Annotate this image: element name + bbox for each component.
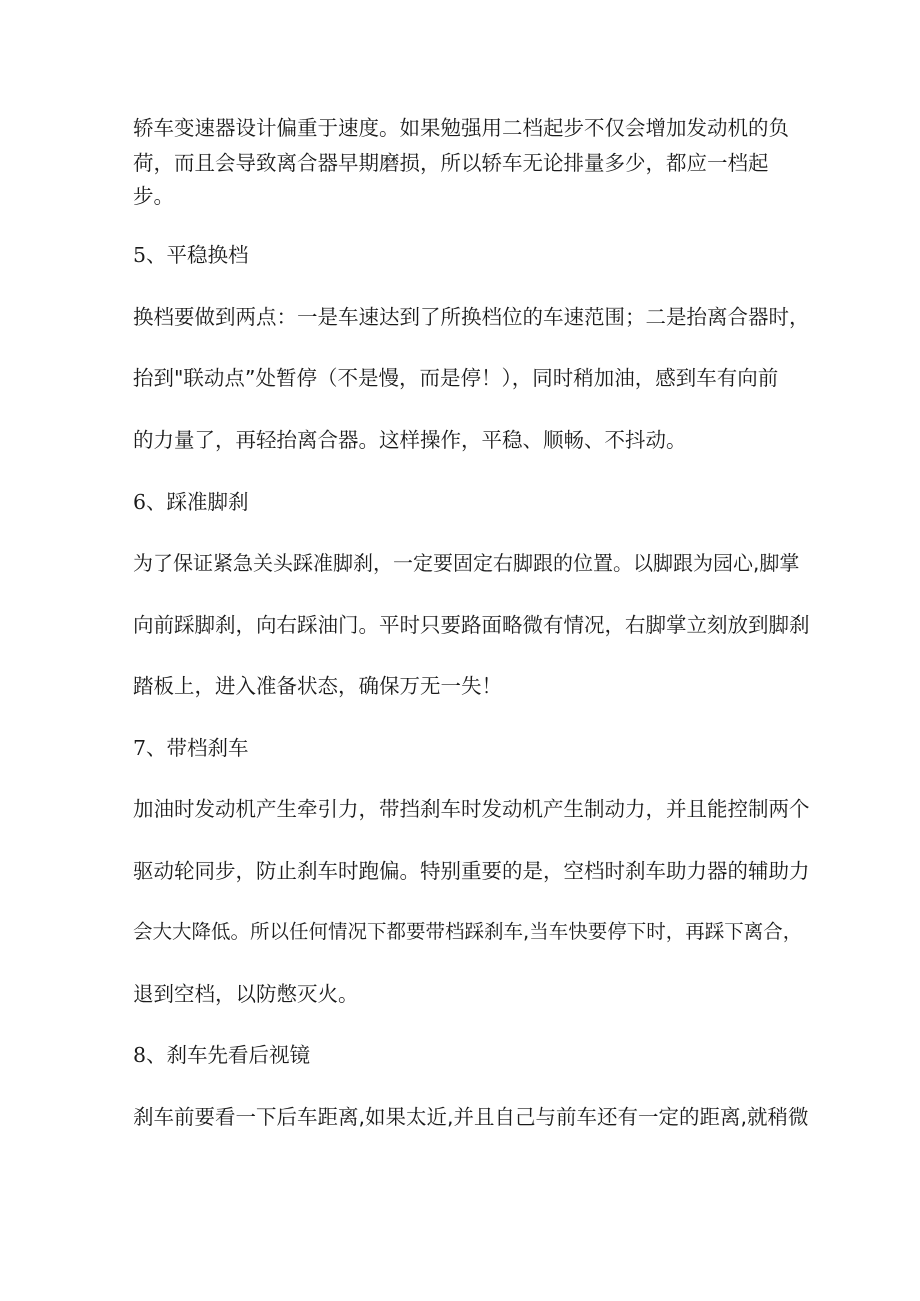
paragraph-5-line-3: 的力量了，再轻抬离合器。这样操作，平稳、顺畅、不抖动。: [133, 428, 687, 452]
paragraph-7-line-3: 会大大降低。所以任何情况下都要带档踩刹车,当车快要停下时，再踩下离合，: [133, 920, 803, 943]
paragraph-8-line-1: 刹车前要看一下后车距离,如果太近,并且自己与前车还有一定的距离,就稍微: [133, 1105, 809, 1129]
paragraph-7-line-1: 加油时发动机产生牵引力，带挡刹车时发动机产生制动力，并且能控制两个: [133, 797, 810, 821]
paragraph-6-line-2: 向前踩脚刹，向右踩油门。平时只要路面略微有情况，右脚掌立刻放到脚刹: [133, 613, 810, 637]
section-title: 、平稳换档: [146, 243, 249, 267]
section-title: 、刹车先看后视镜: [146, 1043, 311, 1067]
section-heading-7: [133, 734, 803, 762]
section-heading-5: [133, 241, 803, 269]
paragraph-1-line-1: 轿车变速器设计偏重于速度。如果勉强用二档起步不仅会增加发动机的负: [133, 116, 789, 140]
section-number: 5: [133, 243, 147, 267]
paragraph-7-line-4: 退到空档，以防憋灭火。: [133, 982, 359, 1006]
paragraph-5-line-2: 抬到"联动点”处暂停（不是慢，而是停！），同时稍加油，感到车有向前: [133, 366, 779, 390]
paragraph-7-line-2: 驱动轮同步，防止刹车时跑偏。特别重要的是，空档时刹车助力器的辅助力: [133, 859, 810, 883]
section-number: 8: [133, 1043, 147, 1067]
section-number: 6: [133, 490, 147, 514]
section-heading-6: [133, 488, 803, 516]
paragraph-5-line-1: 换档要做到两点：一是车速达到了所换档位的车速范围；二是抬离合器时，: [133, 305, 810, 329]
paragraph-1-line-3: 步。: [133, 184, 174, 208]
paragraph-6-line-3: 踏板上，进入准备状态，确保万无一失！: [133, 674, 502, 698]
section-title: 、踩准脚刹: [146, 490, 249, 514]
section-number: 7: [133, 736, 147, 760]
paragraph-1-line-2: 荷，而且会导致离合器早期磨损，所以轿车无论排量多少，都应一档起: [133, 151, 769, 175]
section-heading-8: [133, 1041, 803, 1069]
section-title: 、带档刹车: [146, 736, 249, 760]
paragraph-6-line-1: 为了保证紧急关头踩准脚刹，一定要固定右脚跟的位置。以脚跟为园心,脚掌: [133, 551, 800, 575]
